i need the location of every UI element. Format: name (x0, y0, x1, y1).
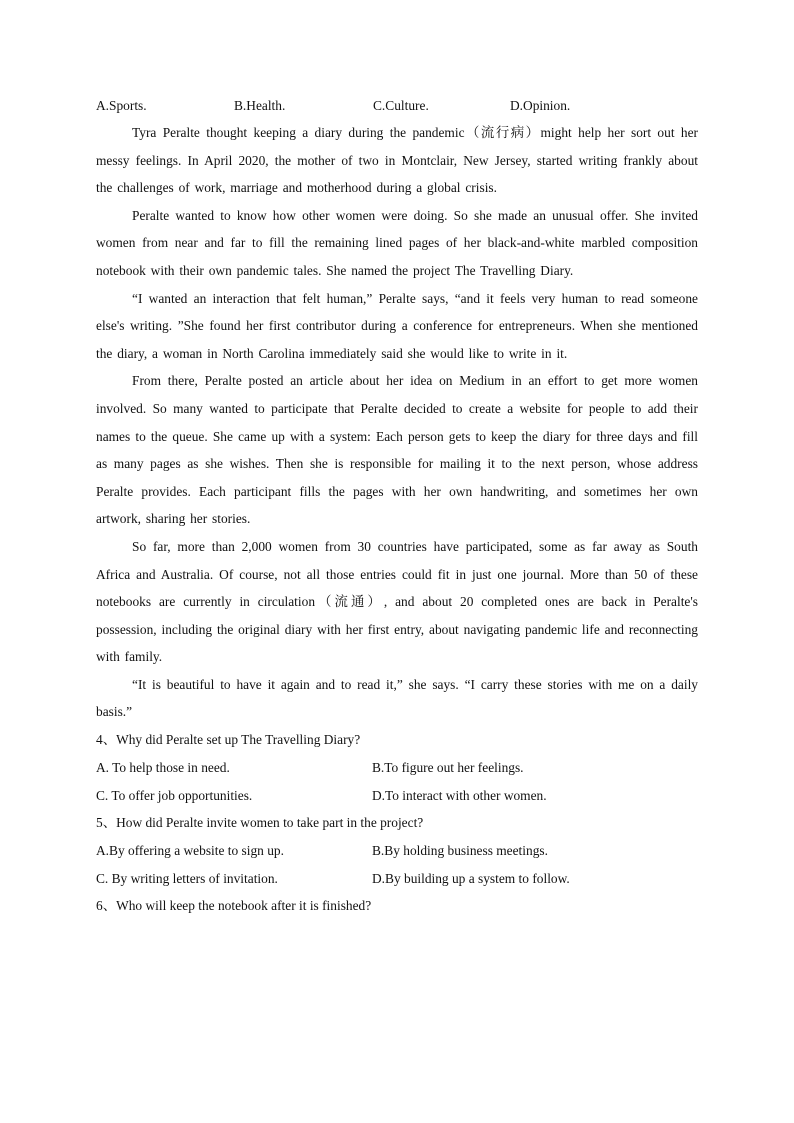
option-d: D.Opinion. (510, 98, 571, 113)
option-d: D.By building up a system to follow. (372, 870, 570, 886)
option-a: A.Sports. (96, 98, 147, 113)
passage-paragraph-5: So far, more than 2,000 women from 30 countries have participated, some as far away as South Africa and Australia. Of course, not all those entries could fit in just one journal. More than 50 of these notebooks are currently in circulation（流通）, and about 20 completed ones are back in Peralte's possession, including the original diary with her first entry, about navigating pandemic life and reconnecting with family. (96, 538, 698, 665)
option-c: C.Culture. (373, 98, 429, 113)
passage-paragraph-6: “It is beautiful to have it again and to read it,” she says. “I carry these stories with me on a daily basis.” (96, 676, 698, 720)
option-b: B.To figure out her feelings. (372, 760, 524, 776)
option-b: B.By holding business meetings. (372, 843, 548, 859)
passage-paragraph-4: From there, Peralte posted an article about her idea on Medium in an effort to get more women involved. So many wanted to participate that Peralte decided to create a website for people to add their names to the queue. She came up with a system: Each person gets to keep the diary for three days and fill as many pages as she wishes. Then she is responsible for mailing it to the next person, whose address Peralte provides. Each participant fills the pages with her own handwriting, and sometimes her own artwork, sharing her stories. (96, 373, 698, 527)
question-5-options-row-2 (96, 865, 698, 893)
exam-page (96, 93, 698, 920)
question-4 (96, 726, 698, 809)
question-5 (96, 809, 698, 892)
option-c: C. To offer job opportunities. (96, 787, 253, 803)
question-6-text: 6、Who will keep the notebook after it is finished? (96, 898, 372, 914)
passage-paragraph-2: Peralte wanted to know how other women were doing. So she made an unusual offer. She invited women from near and far to fill the remaining lined pages of her black-and-white marbled composition notebook with their own pandemic tales. She named the project The Travelling Diary. (96, 207, 698, 278)
question-4-options-row-1 (96, 754, 698, 782)
question-5-text: 5、How did Peralte invite women to take part in the project? (96, 815, 424, 831)
question-4-options-row-2 (96, 782, 698, 810)
question-6 (96, 892, 698, 920)
reading-passage (96, 119, 698, 726)
option-b: B.Health. (234, 98, 286, 113)
question-4-text: 4、Why did Peralte set up The Travelling Diary? (96, 732, 361, 748)
option-a: A. To help those in need. (96, 760, 230, 776)
passage-paragraph-3: “I wanted an interaction that felt human,” Peralte says, “and it feels very human to read someone else's writing. ”She found her first contributor during a conference for entrepreneurs. When she mentioned the diary, a woman in North Carolina immediately said she would like to write in it. (96, 290, 698, 361)
passage-paragraph-1: Tyra Peralte thought keeping a diary during the pandemic（流行病）might help her sort out her messy feelings. In April 2020, the mother of two in Montclair, New Jersey, started writing frankly about the challenges of work, marriage and motherhood during a global crisis. (96, 125, 698, 196)
option-d: D.To interact with other women. (372, 787, 547, 803)
option-c: C. By writing letters of invitation. (96, 870, 278, 886)
previous-question-options (96, 93, 698, 119)
question-5-options-row-1 (96, 837, 698, 865)
option-a: A.By offering a website to sign up. (96, 843, 284, 859)
